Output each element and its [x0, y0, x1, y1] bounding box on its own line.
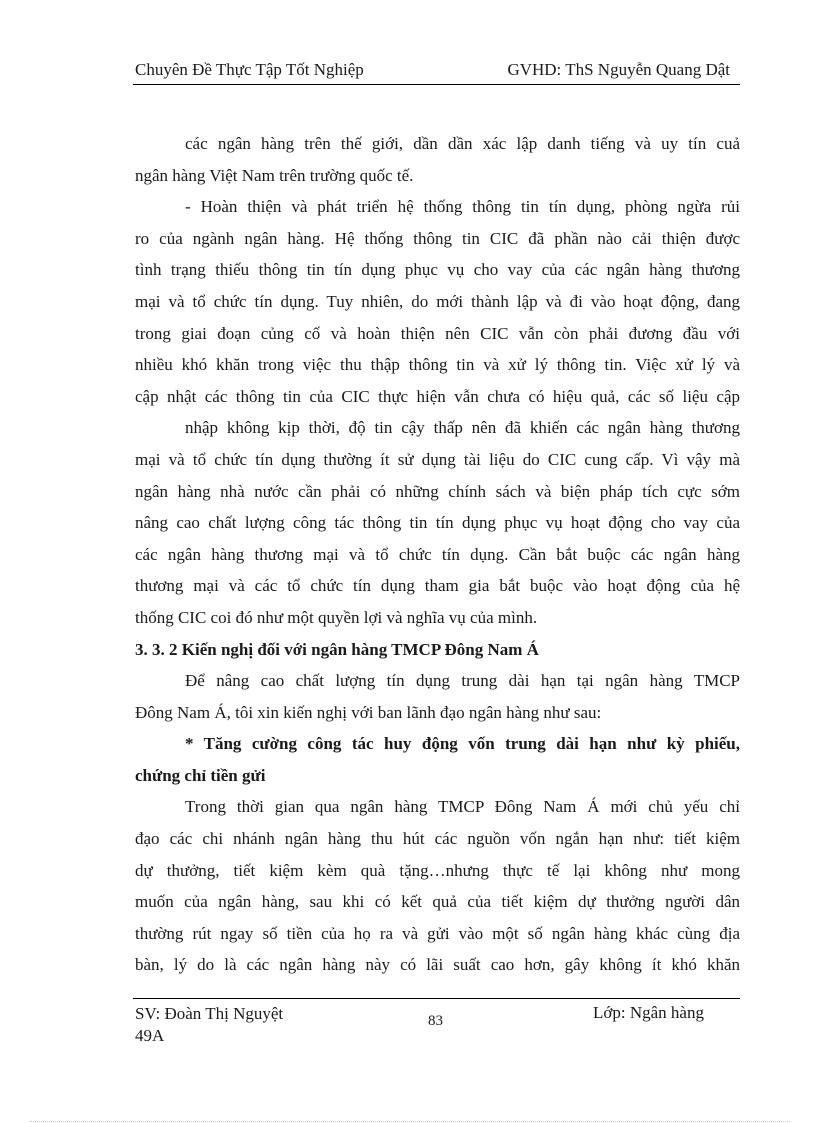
student-class-code: 49A	[135, 1026, 165, 1045]
student-name: SV: Đoàn Thị Nguyệt	[135, 1004, 284, 1023]
header-rule	[133, 84, 740, 85]
text-line: mại và tổ chức tín dụng. Tuy nhiên, do mới thành lập và đi vào hoạt động, đang	[135, 291, 740, 311]
text-line: thương mại và các tổ chức tín dụng tham gia bắt buộc vào hoạt động của hệ	[135, 576, 740, 596]
text-line: nhiều khó khăn trong việc thu thập thông tin và xử lý thông tin. Việc xử lý và	[135, 355, 740, 375]
document-body	[135, 128, 740, 981]
text-line: - Hoàn thiện và phát triển hệ thống thông tin tín dụng, phòng ngừa rủi	[185, 197, 740, 217]
heading-line: 3. 3. 2 Kiến nghị đối với ngân hàng TMCP Đông Nam Á	[135, 639, 539, 659]
text-line: các ngân hàng thương mại và tổ chức tín dụng. Cần bắt buộc các ngân hàng	[135, 544, 740, 564]
text-line: muốn của ngân hàng, sau khi có kết quả của tiết kiệm dự thưởng người dân	[135, 892, 740, 912]
student-info	[135, 1003, 283, 1047]
text-line: mại và tổ chức tín dụng thường ít sử dụng tài liệu do CIC cung cấp. Vì vậy mà	[135, 449, 740, 469]
text-line: thống CIC coi đó như một quyền lợi và nghĩa vụ của mình.	[135, 607, 538, 627]
text-line: nâng cao chất lượng công tác thông tin tín dụng phục vụ hoạt động cho vay của	[135, 513, 740, 533]
document-title: Chuyên Đề Thực Tập Tốt Nghiệp	[135, 60, 364, 79]
text-line: ngân hàng nhà nước cần phải có những chính sách và biện pháp tích cực sớm	[135, 481, 740, 501]
text-line: dự thưởng, tiết kiệm kèm quà tặng…nhưng thực tế lại không như mong	[135, 860, 740, 880]
text-line: Trong thời gian qua ngân hàng TMCP Đông Nam Á mới chủ yếu chỉ	[185, 797, 740, 817]
class-name: Lớp: Ngân hàng	[593, 1003, 704, 1022]
text-line: Để nâng cao chất lượng tín dụng trung dài hạn tại ngân hàng TMCP	[185, 671, 740, 691]
heading-line: chứng chỉ tiền gửi	[135, 765, 266, 785]
text-line: nhập không kịp thời, độ tin cậy thấp nên đã khiến các ngân hàng thương	[185, 418, 740, 438]
text-line: thường rút ngay số tiền của họ ra và gửi vào một số ngân hàng khác cùng địa	[135, 923, 740, 943]
supervisor-name: GVHD: ThS Nguyễn Quang Dật	[507, 60, 730, 79]
page-number: 83	[428, 1013, 443, 1029]
page-header	[135, 60, 740, 82]
footer-rule	[133, 998, 740, 999]
text-line: cập nhật các thông tin của CIC thực hiện vẫn chưa có hiệu quả, các số liệu cập	[135, 386, 740, 406]
text-line: trong giai đoạn củng cố và hoàn thiện nên CIC vẫn còn phải đương đầu với	[135, 323, 740, 343]
text-line: ro của ngành ngân hàng. Hệ thống thông tin CIC đã phần nào cải thiện được	[135, 228, 740, 248]
text-line: đạo các chi nhánh ngân hàng thu hút các nguồn vốn ngắn hạn như: tiết kiệm	[135, 829, 740, 849]
heading-line: * Tăng cường công tác huy động vốn trung dài hạn như kỳ phiếu,	[185, 734, 740, 754]
page-edge-divider	[30, 1121, 790, 1122]
text-line: bàn, lý do là các ngân hàng này có lãi suất cao hơn, gây không ít khó khăn	[135, 955, 740, 975]
text-line: các ngân hàng trên thế giới, dần dần xác lập danh tiếng và uy tín cuả	[185, 134, 740, 153]
text-line: tình trạng thiếu thông tin tín dụng phục vụ cho vay của các ngân hàng thương	[135, 260, 740, 280]
text-line: ngân hàng Việt Nam trên trường quốc tế.	[135, 165, 414, 185]
text-line: Đông Nam Á, tôi xin kiến nghị với ban lãnh đạo ngân hàng như sau:	[135, 702, 602, 722]
